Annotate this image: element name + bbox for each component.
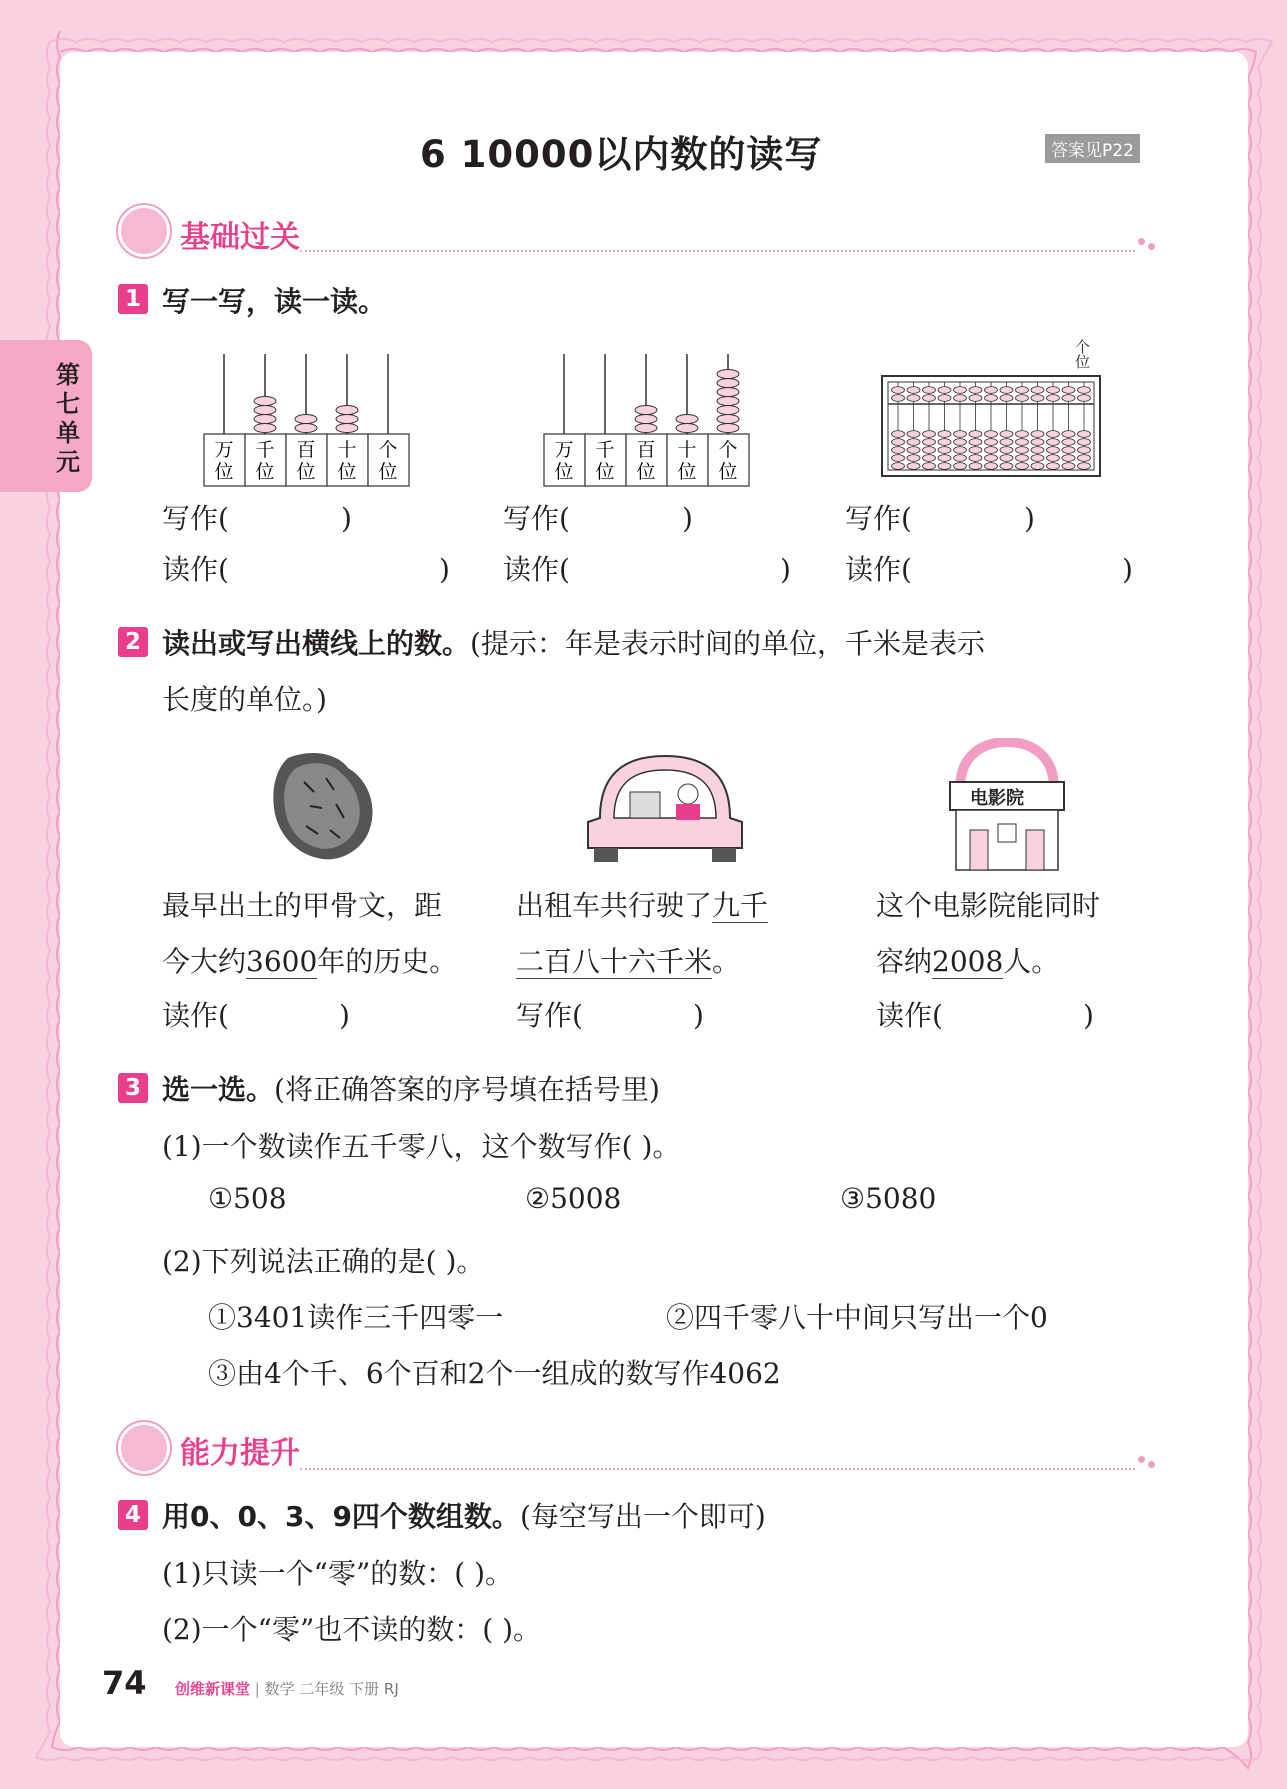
abacus-bead [907, 431, 920, 438]
abacus-bead [1031, 463, 1044, 470]
place-label: 位 [255, 461, 275, 483]
place-label: 位 [677, 461, 697, 483]
abacus-bead [1000, 447, 1013, 454]
page-title: 6 10000以内数的读写 [420, 133, 823, 176]
option: ③由4个千、6个百和2个一组成的数写作4062 [208, 1357, 781, 1390]
abacus-bead [923, 431, 936, 438]
abacus-bead [1047, 431, 1060, 438]
abacus-bead [954, 439, 967, 446]
abacus-bead [954, 395, 967, 402]
abacus-bead [923, 455, 936, 462]
abacus-bead [1000, 463, 1013, 470]
abacus-bead [907, 387, 920, 394]
abacus-bead [1016, 439, 1029, 446]
abacus-bead [985, 431, 998, 438]
abacus-bead [1031, 455, 1044, 462]
question-number: 4 [118, 1500, 148, 1530]
option: ②四千零八十中间只写出一个0 [666, 1301, 1048, 1334]
abacus-bead [1078, 463, 1091, 470]
divider-dot [1148, 243, 1155, 250]
question-number: 3 [118, 1073, 148, 1103]
mascot-icon [118, 1422, 170, 1474]
abacus-bead [1000, 395, 1013, 402]
divider-dot [1138, 238, 1145, 245]
ones-place-label: 个位 [1075, 338, 1091, 371]
abacus-2-illustration [540, 350, 760, 495]
subquestion-2: (2)一个“零”也不读的数：( )。 [162, 1613, 542, 1646]
abacus-bead [1062, 463, 1075, 470]
answer-line: 写作( ) [516, 999, 704, 1032]
place-label: 百 [296, 439, 316, 461]
abacus-bead [717, 397, 739, 406]
abacus-bead [954, 387, 967, 394]
option: ②5008 [525, 1182, 622, 1215]
abacus-bead [938, 455, 951, 462]
place-label: 位 [718, 461, 738, 483]
place-label: 百 [636, 439, 656, 461]
abacus-bead [717, 415, 739, 424]
place-label: 位 [595, 461, 615, 483]
abacus-bead [1047, 387, 1060, 394]
underlined-number: 2008 [932, 945, 1004, 978]
section-divider [300, 1468, 1135, 1470]
question-hint: 长度的单位。) [162, 683, 327, 716]
abacus-bead [1031, 431, 1044, 438]
abacus-bead [938, 463, 951, 470]
abacus-bead [923, 439, 936, 446]
underlined-number: 3600 [246, 945, 318, 978]
question-prompt: 选一选。(将正确答案的序号填在括号里) [162, 1073, 660, 1106]
answer-reference-badge: 答案见P22 [1045, 134, 1140, 163]
write-label: 写作( ) [845, 502, 1035, 535]
abacus-bead [1078, 447, 1091, 454]
abacus-bead [1031, 387, 1044, 394]
taxi-text: 二百八十六千米。 [516, 945, 741, 978]
abacus-bead [892, 455, 905, 462]
oracle-bone-text: 最早出土的甲骨文，距 [162, 889, 443, 922]
abacus-bead [969, 387, 982, 394]
abacus-bead [892, 439, 905, 446]
taxi-illustration [580, 748, 750, 866]
abacus-bead [1062, 431, 1075, 438]
abacus-bead [923, 387, 936, 394]
question-number: 1 [118, 284, 148, 314]
section-heading-advanced: 能力提升 [180, 1436, 300, 1471]
abacus-bead [254, 424, 276, 433]
abacus-bead [954, 447, 967, 454]
abacus-bead [295, 415, 317, 424]
abacus-bead [969, 431, 982, 438]
abacus-bead [954, 455, 967, 462]
abacus-bead [969, 447, 982, 454]
abacus-bead [635, 406, 657, 415]
abacus-bead [938, 447, 951, 454]
abacus-bead [254, 415, 276, 424]
abacus-bead [969, 439, 982, 446]
abacus-bead [1016, 447, 1029, 454]
abacus-bead [985, 387, 998, 394]
abacus-bead [1062, 387, 1075, 394]
option: ③5080 [840, 1182, 937, 1215]
abacus-bead [1016, 431, 1029, 438]
place-label: 位 [554, 461, 574, 483]
abacus-bead [717, 424, 739, 433]
place-label: 位 [214, 461, 234, 483]
footer-book-info: 创维新课堂 | 数学 二年级 下册 RJ [175, 1680, 399, 1698]
abacus-bead [907, 447, 920, 454]
subquestion-1: (1)只读一个“零”的数：( )。 [162, 1557, 514, 1590]
place-label: 位 [378, 461, 398, 483]
mascot-icon [118, 205, 170, 257]
question-prompt: 写一写，读一读。 [162, 285, 387, 318]
abacus-bead [1047, 395, 1060, 402]
place-label: 十 [337, 439, 357, 461]
abacus-bead [1062, 439, 1075, 446]
abacus-bead [336, 424, 358, 433]
abacus-bead [1016, 395, 1029, 402]
unit-tab-label: 第 七 单 元 [56, 360, 80, 476]
abacus-bead [907, 455, 920, 462]
place-label: 千 [595, 439, 615, 461]
place-label: 位 [296, 461, 316, 483]
abacus-bead [635, 415, 657, 424]
abacus-bead [1047, 455, 1060, 462]
abacus-bead [1078, 455, 1091, 462]
taxi-text: 出租车共行驶了九千 [516, 889, 769, 922]
option: ①508 [208, 1182, 287, 1215]
abacus-bead [892, 463, 905, 470]
answer-line: 读作( ) [876, 999, 1094, 1032]
abacus-bead [985, 447, 998, 454]
abacus-bead [1047, 447, 1060, 454]
subquestion-2: (2)下列说法正确的是( )。 [162, 1245, 485, 1278]
place-label: 十 [677, 439, 697, 461]
abacus-bead [1031, 395, 1044, 402]
abacus-bead [1031, 447, 1044, 454]
place-label: 千 [255, 439, 275, 461]
abacus-bead [254, 397, 276, 406]
abacus-bead [254, 406, 276, 415]
option: ①3401读作三千四零一 [208, 1301, 504, 1334]
oracle-bone-text: 今大约3600年的历史。 [162, 945, 458, 978]
abacus-1-illustration [200, 350, 420, 495]
abacus-bead [907, 439, 920, 446]
abacus-bead [923, 447, 936, 454]
abacus-bead [1000, 387, 1013, 394]
abacus-bead [892, 387, 905, 394]
place-label: 个 [718, 439, 738, 461]
abacus-bead [1078, 439, 1091, 446]
place-label: 位 [636, 461, 656, 483]
abacus-bead [1000, 439, 1013, 446]
abacus-bead [1031, 439, 1044, 446]
abacus-bead [954, 431, 967, 438]
section-heading-basic: 基础过关 [180, 220, 300, 255]
section-divider [300, 250, 1135, 252]
abacus-bead [892, 431, 905, 438]
question-number: 2 [118, 627, 148, 657]
abacus-bead [1062, 455, 1075, 462]
abacus-bead [985, 463, 998, 470]
abacus-bead [295, 424, 317, 433]
abacus-bead [1047, 439, 1060, 446]
abacus-bead [892, 447, 905, 454]
divider-dot [1138, 1456, 1145, 1463]
abacus-bead [717, 370, 739, 379]
abacus-bead [938, 431, 951, 438]
place-label: 万 [214, 439, 234, 461]
cinema-text: 容纳2008人。 [876, 945, 1060, 978]
place-label: 位 [337, 461, 357, 483]
oracle-bone-illustration [268, 748, 380, 866]
abacus-bead [969, 463, 982, 470]
abacus-bead [1078, 431, 1091, 438]
page-number: 74 [102, 1664, 147, 1702]
abacus-bead [336, 415, 358, 424]
abacus-bead [676, 415, 698, 424]
abacus-bead [1000, 455, 1013, 462]
abacus-bead [969, 455, 982, 462]
write-label: 写作( ) [162, 502, 352, 535]
abacus-bead [1062, 395, 1075, 402]
abacus-bead [938, 439, 951, 446]
abacus-bead [1016, 463, 1029, 470]
answer-line: 读作( ) [162, 999, 350, 1032]
abacus-bead [954, 463, 967, 470]
question-prompt: 读出或写出横线上的数。(提示：年是表示时间的单位，千米是表示 [162, 627, 985, 660]
underlined-number: 二百八十六千米 [516, 945, 713, 978]
abacus-bead [1047, 463, 1060, 470]
abacus-bead [985, 455, 998, 462]
abacus-bead [1078, 395, 1091, 402]
abacus-bead [1078, 387, 1091, 394]
read-label: 读作( ) [845, 553, 1133, 586]
abacus-bead [1016, 455, 1029, 462]
cinema-sign-text: 电影院 [970, 788, 1024, 809]
abacus-bead [1062, 447, 1075, 454]
divider-dot [1148, 1461, 1155, 1468]
abacus-bead [892, 395, 905, 402]
cinema-text: 这个电影院能同时 [876, 889, 1101, 922]
abacus-bead [938, 387, 951, 394]
place-label: 个 [378, 439, 398, 461]
place-label: 万 [554, 439, 574, 461]
abacus-bead [717, 388, 739, 397]
abacus-bead [969, 395, 982, 402]
subquestion-1: (1)一个数读作五千零八，这个数写作( )。 [162, 1130, 681, 1163]
abacus-bead [717, 406, 739, 415]
abacus-bead [985, 395, 998, 402]
abacus-bead [907, 463, 920, 470]
question-prompt: 用0、0、3、9四个数组数。(每空写出一个即可) [162, 1500, 766, 1533]
read-label: 读作( ) [162, 553, 450, 586]
abacus-bead [938, 395, 951, 402]
read-label: 读作( ) [503, 553, 791, 586]
abacus-bead [336, 406, 358, 415]
abacus-bead [923, 463, 936, 470]
abacus-bead [1016, 387, 1029, 394]
abacus-bead [985, 439, 998, 446]
abacus-bead [635, 424, 657, 433]
underlined-number: 九千 [712, 889, 769, 922]
abacus-bead [923, 395, 936, 402]
write-label: 写作( ) [503, 502, 693, 535]
abacus-bead [676, 424, 698, 433]
abacus-bead [1000, 431, 1013, 438]
abacus-bead [717, 379, 739, 388]
abacus-bead [907, 395, 920, 402]
